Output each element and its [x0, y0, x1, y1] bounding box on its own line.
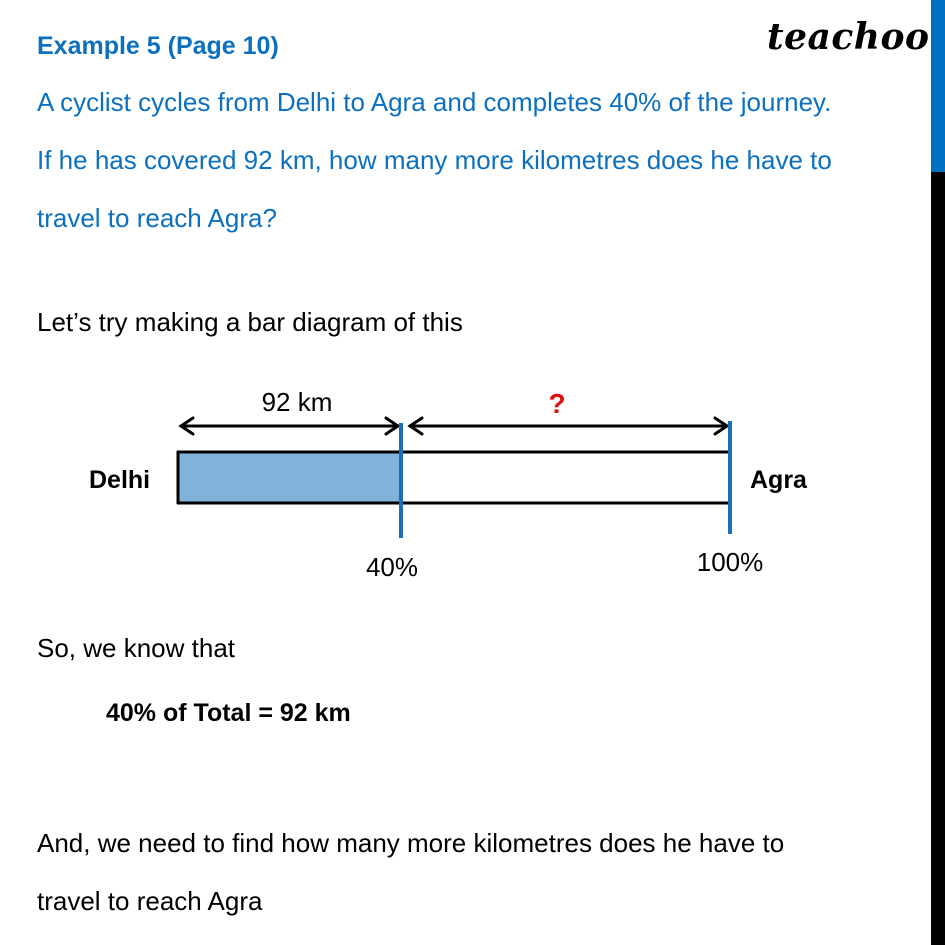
- marker-100-label: 100%: [696, 547, 764, 577]
- solution-line-2: And, we need to find how many more kilometres does he have to: [37, 828, 785, 858]
- teachoo-logo: teachoo: [767, 16, 930, 58]
- question-line-2: If he has covered 92 km, how many more kilometres does he have to: [37, 145, 832, 175]
- unknown-segment-label: ?: [548, 388, 566, 419]
- solution-line-3: travel to reach Agra: [37, 886, 263, 916]
- solution-line-1: So, we know that: [37, 633, 235, 663]
- intro-text: Let’s try making a bar diagram of this: [37, 307, 463, 337]
- question-line-3: travel to reach Agra?: [37, 203, 277, 233]
- known-segment-label: 92 km: [261, 387, 333, 417]
- equation: 40% of Total = 92 km: [106, 699, 351, 727]
- page-title: Example 5 (Page 10): [37, 32, 279, 60]
- double-arrow-unknown: [410, 418, 727, 434]
- question-line-1: A cyclist cycles from Delhi to Agra and completes 40% of the journey.: [37, 87, 832, 117]
- covered-segment: [178, 452, 401, 503]
- agra-label: Agra: [750, 466, 807, 494]
- delhi-label: Delhi: [89, 466, 151, 494]
- double-arrow-known: [181, 418, 398, 434]
- marker-40-label: 40%: [365, 552, 419, 582]
